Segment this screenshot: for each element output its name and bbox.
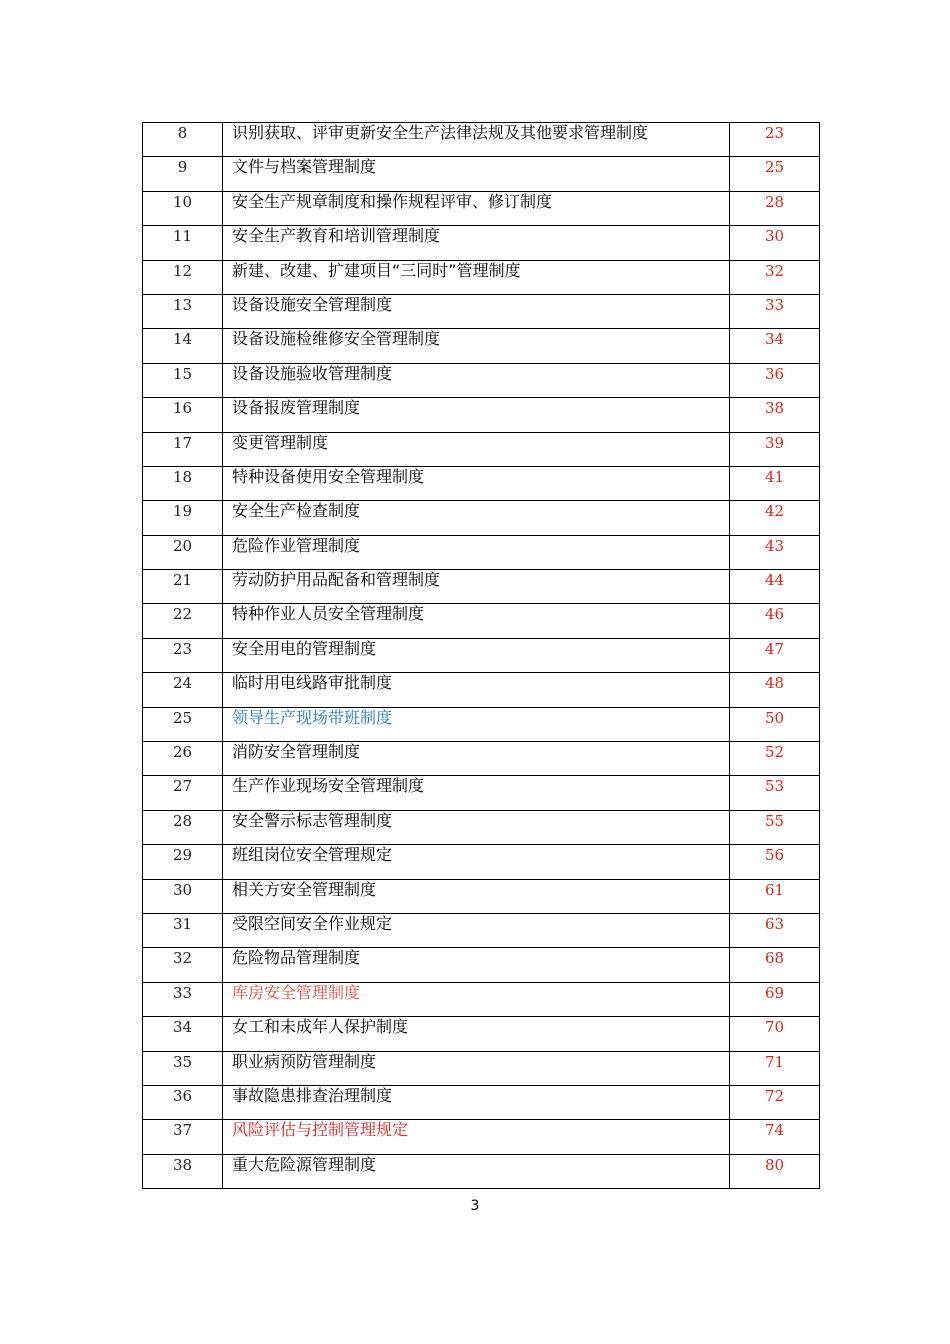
toc-row-number: 38: [143, 1154, 223, 1188]
toc-row-number: 14: [143, 329, 223, 363]
toc-row-number: 36: [143, 1085, 223, 1119]
toc-row: [143, 1017, 820, 1051]
toc-row-number: 13: [143, 294, 223, 328]
toc-row-number: 25: [143, 707, 223, 741]
toc-body: [143, 123, 820, 1189]
toc-row-number: 20: [143, 535, 223, 569]
toc-row-title: 新建、改建、扩建项目“三同时”管理制度: [223, 260, 730, 294]
toc-row: [143, 879, 820, 913]
toc-row-title: 重大危险源管理制度: [223, 1154, 730, 1188]
toc-row: [143, 191, 820, 225]
toc-row: [143, 673, 820, 707]
toc-row-page: 56: [730, 845, 820, 879]
toc-row-title: 生产作业现场安全管理制度: [223, 776, 730, 810]
toc-row-title: 消防安全管理制度: [223, 742, 730, 776]
toc-row: [143, 260, 820, 294]
toc-row: [143, 638, 820, 672]
toc-row-number: 27: [143, 776, 223, 810]
toc-row-page: 48: [730, 673, 820, 707]
toc-row-page: 70: [730, 1017, 820, 1051]
toc-row-title: 特种设备使用安全管理制度: [223, 466, 730, 500]
toc-row-page: 47: [730, 638, 820, 672]
toc-row-title: 临时用电线路审批制度: [223, 673, 730, 707]
toc-row-number: 18: [143, 466, 223, 500]
toc-row-title: 安全生产规章制度和操作规程评审、修订制度: [223, 191, 730, 225]
toc-row-title: 设备报废管理制度: [223, 398, 730, 432]
toc-row-number: 35: [143, 1051, 223, 1085]
toc-row-page: 50: [730, 707, 820, 741]
toc-row-number: 24: [143, 673, 223, 707]
toc-row-page: 34: [730, 329, 820, 363]
toc-row-number: 31: [143, 913, 223, 947]
toc-row-page: 23: [730, 123, 820, 157]
toc-row-title: 事故隐患排查治理制度: [223, 1085, 730, 1119]
toc-row: [143, 157, 820, 191]
toc-row-title: 特种作业人员安全管理制度: [223, 604, 730, 638]
toc-row-page: 33: [730, 294, 820, 328]
toc-row: [143, 707, 820, 741]
toc-row-number: 17: [143, 432, 223, 466]
toc-row: [143, 466, 820, 500]
toc-row-title: 设备设施安全管理制度: [223, 294, 730, 328]
toc-row-number: 37: [143, 1120, 223, 1154]
toc-row-number: 21: [143, 570, 223, 604]
toc-row-title: 受限空间安全作业规定: [223, 913, 730, 947]
toc-row-page: 28: [730, 191, 820, 225]
toc-row-title: 识别获取、评审更新安全生产法律法规及其他要求管理制度: [223, 123, 730, 157]
toc-row: [143, 1085, 820, 1119]
toc-row-page: 68: [730, 948, 820, 982]
toc-row: [143, 982, 820, 1016]
toc-row-number: 10: [143, 191, 223, 225]
toc-row-title: 领导生产现场带班制度: [223, 707, 730, 741]
toc-row-page: 69: [730, 982, 820, 1016]
toc-row-number: 9: [143, 157, 223, 191]
toc-row-title: 职业病预防管理制度: [223, 1051, 730, 1085]
toc-row-page: 44: [730, 570, 820, 604]
toc-row-number: 30: [143, 879, 223, 913]
toc-row: [143, 432, 820, 466]
toc-row-number: 34: [143, 1017, 223, 1051]
toc-row-number: 15: [143, 363, 223, 397]
toc-row: [143, 742, 820, 776]
toc-row-number: 11: [143, 226, 223, 260]
toc-row-number: 33: [143, 982, 223, 1016]
toc-row: [143, 535, 820, 569]
toc-row: [143, 1120, 820, 1154]
toc-row-number: 8: [143, 123, 223, 157]
toc-row-title: 危险作业管理制度: [223, 535, 730, 569]
toc-row-page: 42: [730, 501, 820, 535]
toc-row-page: 61: [730, 879, 820, 913]
toc-row-page: 63: [730, 913, 820, 947]
toc-row-title: 相关方安全管理制度: [223, 879, 730, 913]
toc-row-title: 设备设施检维修安全管理制度: [223, 329, 730, 363]
toc-row-number: 23: [143, 638, 223, 672]
toc-row: [143, 123, 820, 157]
page-number: 3: [470, 1198, 480, 1214]
toc-row-number: 22: [143, 604, 223, 638]
toc-row-page: 32: [730, 260, 820, 294]
toc-row-page: 53: [730, 776, 820, 810]
toc-row-title: 安全生产教育和培训管理制度: [223, 226, 730, 260]
toc-row: [143, 294, 820, 328]
toc-row-page: 72: [730, 1085, 820, 1119]
toc-row-page: 39: [730, 432, 820, 466]
toc-row-title: 文件与档案管理制度: [223, 157, 730, 191]
toc-row-title: 危险物品管理制度: [223, 948, 730, 982]
toc-row-number: 16: [143, 398, 223, 432]
toc-row: [143, 363, 820, 397]
toc-row: [143, 913, 820, 947]
toc-row-page: 25: [730, 157, 820, 191]
toc-row: [143, 810, 820, 844]
toc-row-title: 安全生产检查制度: [223, 501, 730, 535]
toc-row-page: 41: [730, 466, 820, 500]
toc-row: [143, 226, 820, 260]
toc-row-title: 安全警示标志管理制度: [223, 810, 730, 844]
toc-row-page: 71: [730, 1051, 820, 1085]
toc-row-number: 26: [143, 742, 223, 776]
toc-row-title: 库房安全管理制度: [223, 982, 730, 1016]
toc-row-page: 55: [730, 810, 820, 844]
toc-row-number: 29: [143, 845, 223, 879]
toc-row-title: 风险评估与控制管理规定: [223, 1120, 730, 1154]
toc-row: [143, 845, 820, 879]
toc-row-page: 43: [730, 535, 820, 569]
toc-row-page: 52: [730, 742, 820, 776]
toc-row-page: 80: [730, 1154, 820, 1188]
toc-row-title: 设备设施验收管理制度: [223, 363, 730, 397]
toc-row-title: 女工和未成年人保护制度: [223, 1017, 730, 1051]
toc-row-number: 32: [143, 948, 223, 982]
toc-row: [143, 1051, 820, 1085]
toc-row-page: 30: [730, 226, 820, 260]
toc-row: [143, 398, 820, 432]
toc-row: [143, 501, 820, 535]
toc-row-number: 12: [143, 260, 223, 294]
toc-row-title: 劳动防护用品配备和管理制度: [223, 570, 730, 604]
toc-row-title: 变更管理制度: [223, 432, 730, 466]
toc-row: [143, 1154, 820, 1188]
toc-row: [143, 570, 820, 604]
toc-row-page: 46: [730, 604, 820, 638]
toc-row-title: 班组岗位安全管理规定: [223, 845, 730, 879]
toc-row: [143, 776, 820, 810]
toc-row-number: 28: [143, 810, 223, 844]
toc-row-page: 36: [730, 363, 820, 397]
toc-row-number: 19: [143, 501, 223, 535]
toc-row: [143, 604, 820, 638]
toc-table: [142, 122, 820, 1189]
toc-row-title: 安全用电的管理制度: [223, 638, 730, 672]
toc-row: [143, 329, 820, 363]
toc-row-page: 38: [730, 398, 820, 432]
toc-row: [143, 948, 820, 982]
toc-row-page: 74: [730, 1120, 820, 1154]
